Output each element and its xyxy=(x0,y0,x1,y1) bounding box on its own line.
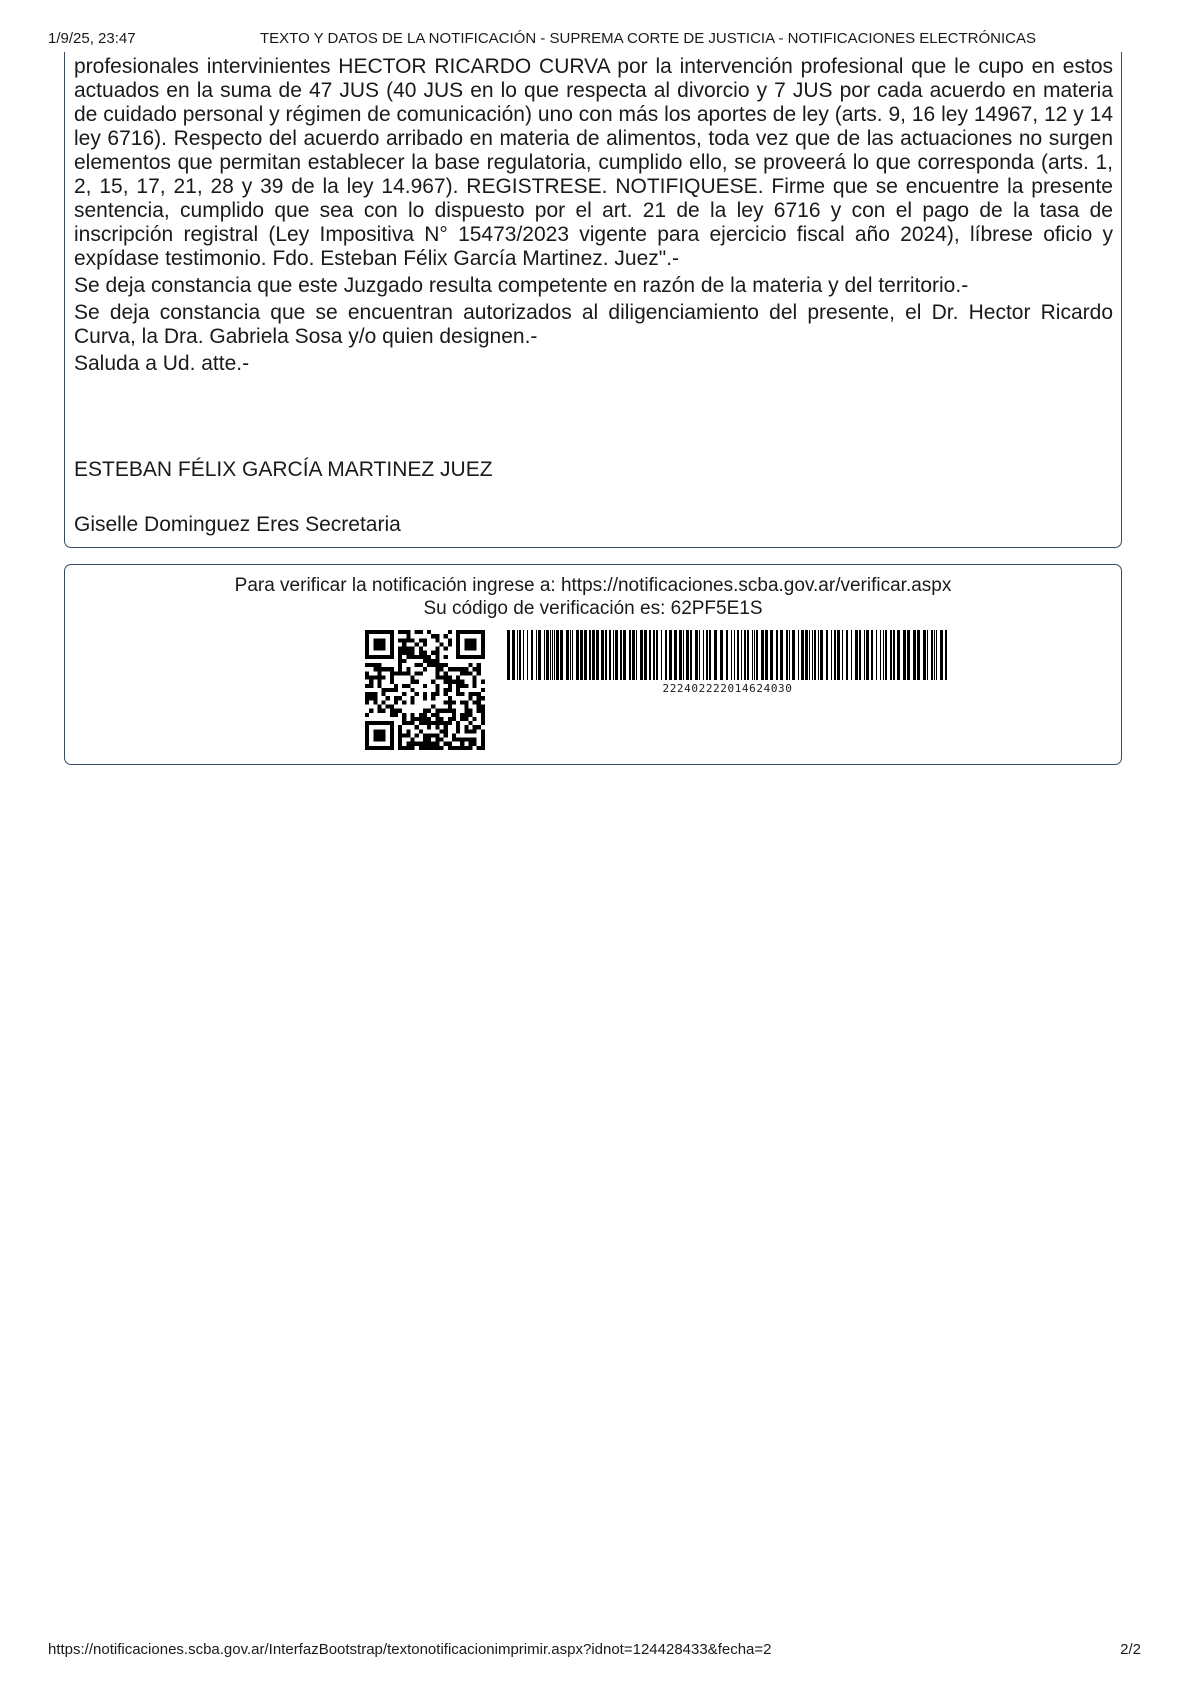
print-title: TEXTO Y DATOS DE LA NOTIFICACIÓN - SUPREMA CORTE DE JUSTICIA - NOTIFICACIONES ELECTRÓNICAS xyxy=(260,30,1036,47)
secretary-signature: Giselle Dominguez Eres Secretaria xyxy=(74,513,401,536)
notification-paragraph-3: Se deja constancia que se encuentran autorizados al diligenciamiento del presente, el Dr. Hector Ricardo Curva, la Dra. Gabriela Sosa y/o quien designen.- xyxy=(74,301,1113,348)
page-number: 2/2 xyxy=(1120,1641,1141,1658)
notification-text-box xyxy=(64,52,1122,548)
footer-url: https://notificaciones.scba.gov.ar/InterfazBootstrap/textonotificacionimprimir.aspx?idnot=124428433&fecha=2 xyxy=(48,1641,772,1658)
notification-paragraph-1: profesionales intervinientes HECTOR RICARDO CURVA por la intervención profesional que le cupo en estos actuados en la suma de 47 JUS (40 JUS en lo que respecta al divorcio y 7 JUS por cada acuerdo en materia de cuidado personal y régimen de comunicación) uno con más los aportes de ley (arts. 9, 16 ley 14967, 12 y 14 ley 6716). Respecto del acuerdo arribado en materia de alimentos, toda vez que de las actuaciones no surgen elementos que permitan establecer la base regulatoria, cumplido ello, se proveerá lo que corresponda (arts. 1, 2, 15, 17, 21, 28 y 39 de la ley 14.967). REGISTRESE. NOTIFIQUESE. Firme que se encuentre la presente sentencia, cumplido que sea con lo dispuesto por el art. 21 de la ley 6716 y con el pago de la tasa de inscripción registral (Ley Impositiva N° 15473/2023 vigente para ejercicio fiscal año 2024), líbrese oficio y expídase testimonio. Fdo. Esteban Félix García Martinez. Juez".- xyxy=(74,55,1113,270)
verification-box xyxy=(64,564,1122,765)
verification-instructions: Para verificar la notificación ingrese a: https://notificaciones.scba.gov.ar/verificar.aspx xyxy=(234,575,952,596)
notification-paragraph-2: Se deja constancia que este Juzgado resulta competente en razón de la materia y del territorio.- xyxy=(74,274,969,297)
verification-code: Su código de verificación es: 62PF5E1S xyxy=(423,598,763,619)
notification-paragraph-4: Saluda a Ud. atte.- xyxy=(74,352,250,375)
qr-code-icon xyxy=(365,630,485,750)
barcode-icon xyxy=(505,630,950,680)
print-date: 1/9/25, 23:47 xyxy=(48,30,136,47)
barcode-number: 222402222014624030 xyxy=(662,682,793,695)
judge-signature: ESTEBAN FÉLIX GARCÍA MARTINEZ JUEZ xyxy=(74,458,493,481)
